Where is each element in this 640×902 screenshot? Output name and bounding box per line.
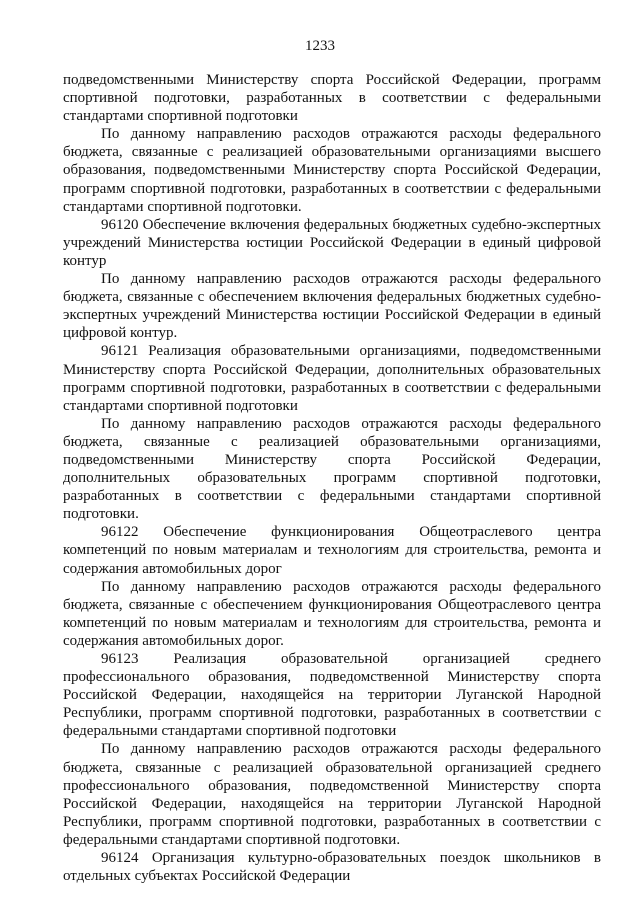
paragraph-expense-description: По данному направлению расходов отражаются расходы федерального бюджета, связанные с обеспечением включения федеральных бюджетных судебно-экспертных учреждений Министерства юстиции Российской Федерации в единый цифровой контур. xyxy=(63,271,601,342)
paragraph-continuation: подведомственными Министерству спорта Российской Федерации, программ спортивной подготовки, разработанных в соответствии с федеральными стандартами спортивной подготовки xyxy=(63,72,601,125)
paragraph-expense-description: По данному направлению расходов отражаются расходы федерального бюджета, связанные с обеспечением функционирования Общеотраслевого центра компетенций по новым материалам и технологиям для строительства, ремонта и содержания автомобильных дорог. xyxy=(63,578,601,649)
paragraph-expense-description: По данному направлению расходов отражаются расходы федерального бюджета, связанные с реализацией образовательными организациями, подведомственными Министерству спорта Российской Федерации, дополнительных образовательных программ спортивной подготовки, разработанных в соответствии с федеральными стандартами спортивной подготовки. xyxy=(63,415,601,523)
paragraph-expense-description: По данному направлению расходов отражаются расходы федерального бюджета, связанные с реализацией образовательными организациями высшего образования, подведомственными Министерству спорта Российской Федерации, программ спортивной подготовки, разработанных в соответствии с федеральными стандартами спортивной подготовки. xyxy=(63,126,601,215)
paragraph-expense-code-96123: 96123 Реализация образовательной организацией среднего профессионального образования, подведомственной Министерству спорта Российской Федерации, находящейся на территории Луганской Народной Республики, программ спортивной подготовки, разработанных в соответствии с федеральными стандартами спортивной подготовки xyxy=(63,651,601,740)
paragraph-expense-code-96120: 96120 Обеспечение включения федеральных бюджетных судебно-экспертных учреждений Министерства юстиции Российской Федерации в единый цифровой контур xyxy=(63,216,601,269)
paragraph-expense-description: По данному направлению расходов отражаются расходы федерального бюджета, связанные с реализацией образовательной организацией среднего профессионального образования, подведомственной Министерству спорта Российской Федерации, находящейся на территории Луганской Народной Республики, программ спортивной подготовки, разработанных в соответствии с федеральными стандартами спортивной подготовки. xyxy=(63,741,601,848)
paragraph-expense-code-96122: 96122 Обеспечение функционирования Общеотраслевого центра компетенций по новым материалам и технологиям для строительства, ремонта и содержания автомобильных дорог xyxy=(63,524,601,577)
paragraph-expense-code-96121: 96121 Реализация образовательными организациями, подведомственными Министерству спорта Российской Федерации, дополнительных образовательных программ спортивной подготовки, разработанных в соответствии с федеральными стандартами спортивной подготовки xyxy=(63,343,601,414)
document-body xyxy=(63,71,601,885)
paragraph-expense-code-96124: 96124 Организация культурно-образовательных поездок школьников в отдельных субъектах Российской Федерации xyxy=(63,850,601,885)
page-number: 1233 xyxy=(305,38,335,54)
